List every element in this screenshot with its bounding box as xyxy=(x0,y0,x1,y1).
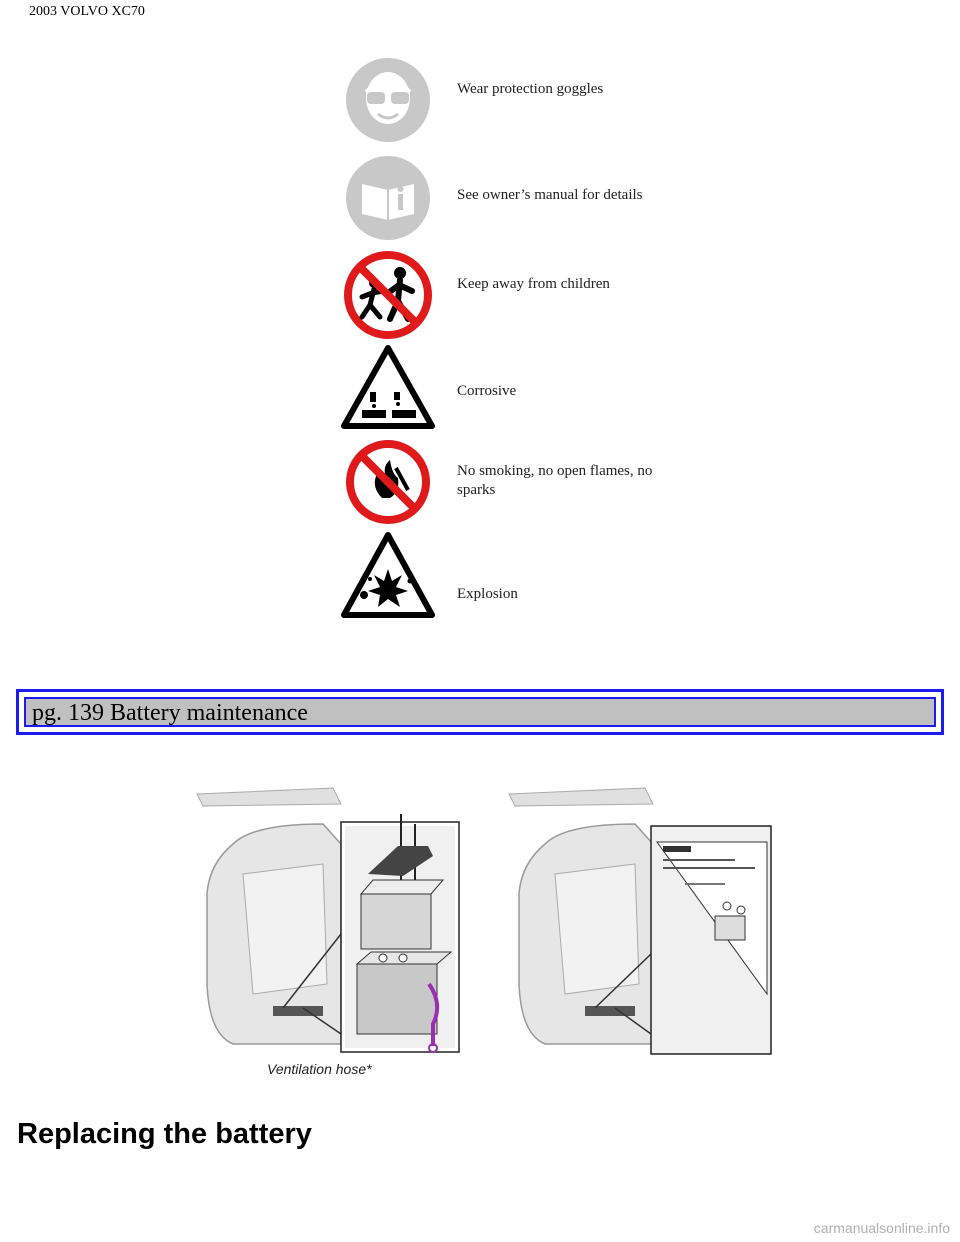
manual-icon xyxy=(340,154,436,250)
section-heading: Replacing the battery xyxy=(17,1118,312,1150)
symbol-label: Explosion xyxy=(457,586,518,602)
symbol-row-goggles xyxy=(340,52,660,148)
symbol-row-no-smoking xyxy=(340,434,660,530)
watermark: carmanualsonline.info xyxy=(813,1220,950,1236)
symbol-label: Keep away from children xyxy=(457,276,610,292)
no-smoking-icon xyxy=(340,434,436,530)
corrosive-icon xyxy=(340,342,436,438)
symbol-row-manual xyxy=(340,154,660,250)
explosion-icon xyxy=(340,531,436,627)
symbol-row-corrosive xyxy=(340,342,660,438)
symbol-label: See owner’s manual for details xyxy=(457,187,643,203)
symbol-label: No smoking, no open flames, no sparks xyxy=(457,463,653,498)
symbol-label: Wear protection goggles xyxy=(457,81,604,97)
battery-location-illustration xyxy=(193,784,463,1059)
document-header: 2003 VOLVO XC70 xyxy=(29,4,145,19)
keep-away-children-icon xyxy=(340,247,436,343)
page-reference-frame xyxy=(16,689,944,735)
figure-caption: Ventilation hose* xyxy=(267,1061,372,1077)
battery-label-illustration xyxy=(505,784,775,1059)
symbol-label: Corrosive xyxy=(457,383,517,399)
symbol-row-children xyxy=(340,247,660,343)
symbol-row-explosion xyxy=(340,531,660,627)
page-reference-label: pg. 139 Battery maintenance xyxy=(24,697,936,727)
goggles-icon xyxy=(340,52,436,148)
